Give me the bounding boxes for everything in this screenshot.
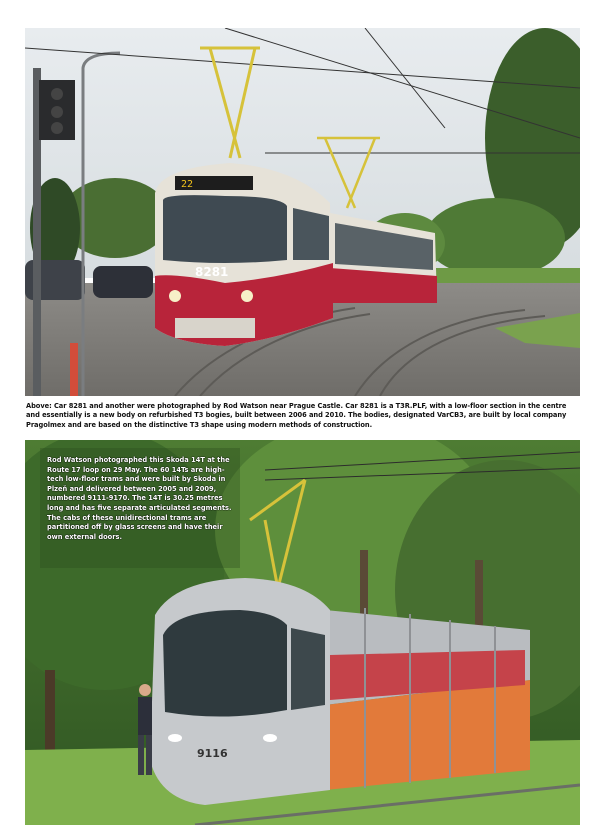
svg-text:22: 22: [181, 179, 194, 190]
caption-top: Above: Car 8281 and another were photographed by Rod Watson near Prague Castle. Car 8281 is a T3R.PLF, with a low-floor section in the centre and essentially is a new body on refurbished T3 bogies, built between 2006 and 2010. The bodies, designated VarCB3, are built by local company Pragolmex and are based on the distinctive T3 shape using modern methods of construction.: [26, 401, 567, 429]
car-number-8281: 8281: [195, 265, 229, 279]
photo-tram-8281: [25, 28, 580, 396]
tram-8281: [155, 163, 333, 346]
tram-8281-scene: [25, 28, 580, 396]
car-number-9116: 9116: [197, 747, 228, 760]
caption-overlay: Rod Watson photographed this Skoda 14T at the Route 17 loop on 29 May. The 60 14Ts are high-tech low-floor trams and were built by Skoda in Plzeň and delivered between 2005 and 2009, numbered 9111-9170. The 14T is 30.25 metres long and has five separate articulated segments. The cabs of these unidirectional trams are partitioned off by glass screens and have their own external doors.: [47, 455, 232, 541]
